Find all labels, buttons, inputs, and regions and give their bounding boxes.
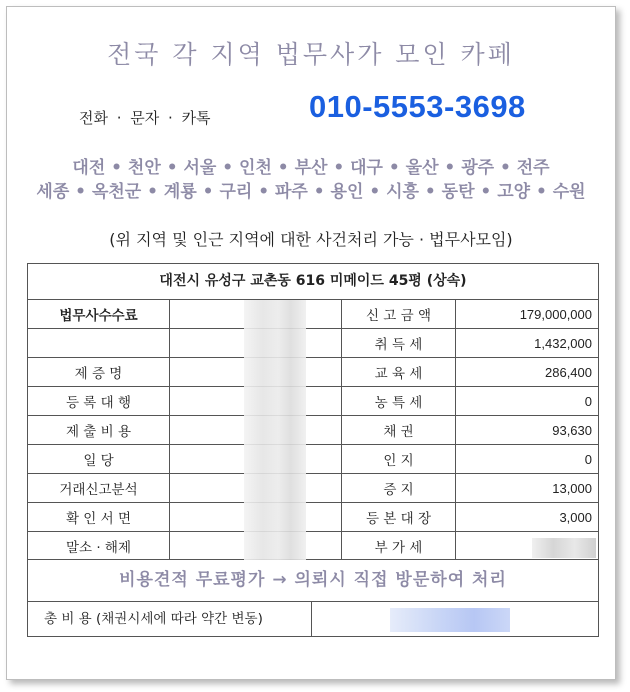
regions-line-1: 대전 • 천안 • 서울 • 인천 • 부산 • 대구 • 울산 • 광주 • 전주 [72,158,550,178]
table-row-label: 증 지 [342,474,456,503]
table-row-label: 등 본 대 장 [342,503,456,532]
table-row-label: 거래신고분석 [28,474,170,503]
table-row-label: 농 특 세 [342,387,456,416]
total-row [28,602,598,636]
redacted-vat-blur [532,538,596,558]
service-note: (위 지역 및 인근 지역에 대한 사건처리 가능 · 법무사모임) [109,230,513,249]
table-row-label: 등 록 대 행 [28,387,170,416]
fee-grid [28,300,598,560]
page-title: 전국 각 지역 법무사가 모인 카페 [107,40,515,69]
fee-card [6,6,616,680]
contact-label: 전화 · 문자 · 카톡 [79,109,211,127]
table-row-label: 취 득 세 [342,329,456,358]
estimate-banner: 비용견적 무료평가 → 의뢰시 직접 방문하여 처리 [28,560,598,602]
table-row-label: 확 인 서 면 [28,503,170,532]
table-row-label: 제 출 비 용 [28,416,170,445]
table-row-label: 부 가 세 [342,532,456,560]
table-row-label: 교 육 세 [342,358,456,387]
table-row-label [28,329,170,358]
table-row-label: 인 지 [342,445,456,474]
table-row-label: 채 권 [342,416,456,445]
table-row-value: 286,400 [456,358,598,387]
table-row-value: 1,432,000 [456,329,598,358]
table-row-value: 3,000 [456,503,598,532]
redacted-fees-blur [244,300,306,560]
table-row-value: 0 [456,445,598,474]
table-row-value: 13,000 [456,474,598,503]
table-row-label: 말소 · 해제 [28,532,170,560]
regions-line-2: 세종 • 옥천군 • 계룡 • 구리 • 파주 • 용인 • 시흥 • 동탄 • 고양 • 수원 [36,182,586,202]
redacted-total-blur [390,608,510,632]
table-row-value: 179,000,000 [456,300,598,329]
table-row-label: 신 고 금 액 [342,300,456,329]
phone-number[interactable]: 010-5553-3698 [309,89,526,124]
table-row-label: 일 당 [28,445,170,474]
table-row-label: 법무사수수료 [28,300,170,329]
table-row-label: 제 증 명 [28,358,170,387]
table-row-value: 93,630 [456,416,598,445]
fee-table [27,263,599,637]
table-row-value: 0 [456,387,598,416]
property-heading: 대전시 유성구 교촌동 616 미메이드 45평 (상속) [28,264,598,300]
total-label: 총 비 용 (채권시세에 따라 약간 변동) [28,602,312,636]
